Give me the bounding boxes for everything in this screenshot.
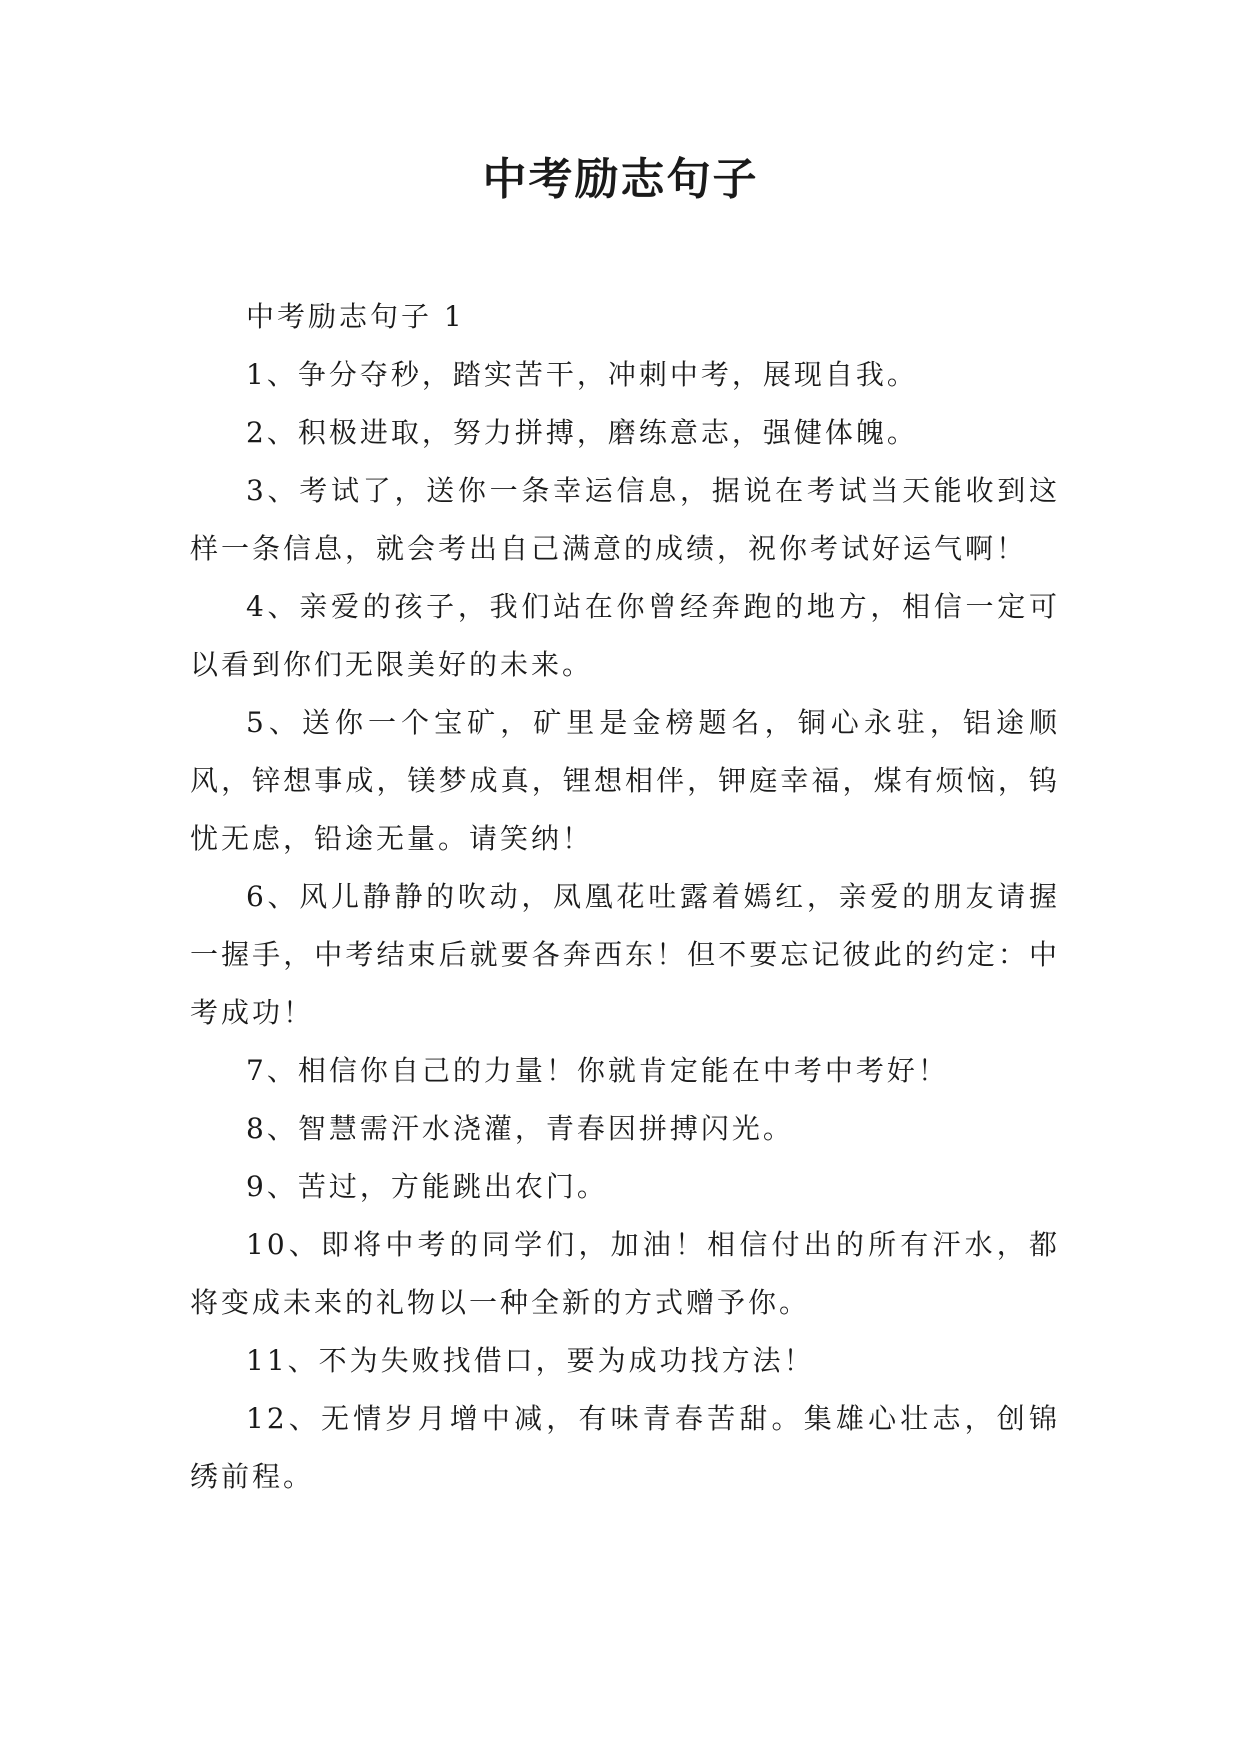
quote-item-12: 12、无情岁月增中减，有味青春苦甜。集雄心壮志，创锦绣前程。 [190,1402,1060,1493]
quote-item-2: 2、积极进取，努力拼搏，磨练意志，强健体魄。 [246,416,918,449]
quote-item-3: 3、考试了，送你一条幸运信息，据说在考试当天能收到这样一条信息，就会考出自己满意的成绩，祝你考试好运气啊！ [190,474,1060,565]
quote-item-11: 11、不为失败找借口，要为成功找方法！ [246,1344,815,1377]
quote-item-7: 7、相信你自己的力量！你就肯定能在中考中考好！ [246,1054,949,1087]
quote-item-6: 6、风儿静静的吹动，凤凰花吐露着嫣红，亲爱的朋友请握一握手，中考结束后就要各奔西东！但不要忘记彼此的约定：中考成功！ [190,880,1060,1029]
quote-item-5: 5、送你一个宝矿，矿里是金榜题名，铜心永驻，铝途顺风，锌想事成，镁梦成真，锂想相伴，钾庭幸福，煤有烦恼，钨忧无虑，铅途无量。请笑纳！ [190,706,1060,855]
quote-item-4: 4、亲爱的孩子，我们站在你曾经奔跑的地方，相信一定可以看到你们无限美好的未来。 [190,590,1060,681]
quote-item-1: 1、争分夺秒，踏实苦干，冲刺中考，展现自我。 [246,358,918,391]
quote-item-10: 10、即将中考的同学们，加油！相信付出的所有汗水，都将变成未来的礼物以一种全新的方式赠予你。 [190,1228,1060,1319]
document-body [190,288,1060,1506]
quote-item-8: 8、智慧需汗水浇灌，青春因拼搏闪光。 [246,1112,794,1145]
section-heading: 中考励志句子 1 [246,300,465,333]
quote-item-9: 9、苦过，方能跳出农门。 [246,1170,608,1203]
document-title: 中考励志句子 [482,154,759,205]
